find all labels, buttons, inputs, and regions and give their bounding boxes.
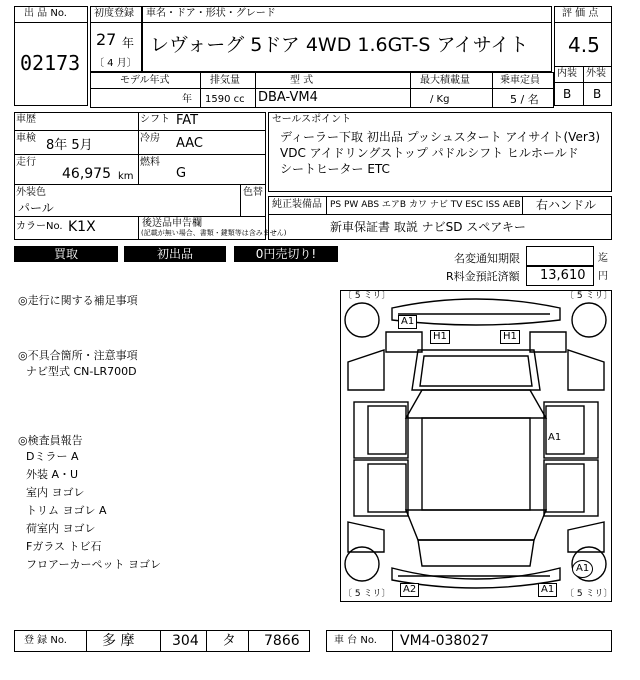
first-reg-year-unit: 年 bbox=[122, 36, 135, 50]
first-reg-label: 初度登録 bbox=[94, 8, 134, 19]
defect-1: ナビ型式 CN-LR700D bbox=[26, 365, 137, 378]
damage-mark: A1 bbox=[538, 583, 557, 597]
mileage-value: 46,975 bbox=[62, 166, 111, 182]
type-label: 型 式 bbox=[290, 75, 314, 86]
shift-value: FAT bbox=[176, 113, 199, 128]
sales-point-line3: シートヒーター ETC bbox=[280, 162, 390, 176]
tag-first-listing: 初出品 bbox=[124, 246, 226, 262]
displacement-value: 1590 cc bbox=[205, 94, 245, 105]
exterior-label: 外装 bbox=[586, 68, 606, 79]
tire-rear-right: 〔 5 ミリ〕 bbox=[565, 589, 613, 599]
car-outline bbox=[340, 290, 612, 602]
name-change-box bbox=[526, 246, 594, 266]
interior-label: 内装 bbox=[557, 68, 577, 79]
report-line: 荷室内 ヨゴレ bbox=[26, 522, 96, 535]
tag-zero-yen: 0円売切り! bbox=[234, 246, 338, 262]
damage-mark: A1 bbox=[572, 560, 593, 578]
model-year-label: モデル年式 bbox=[120, 75, 170, 86]
recycle-label: R料金預託済額 bbox=[446, 270, 520, 283]
displacement-label: 排気量 bbox=[210, 75, 240, 86]
first-reg-month: 〔 4 月〕 bbox=[94, 58, 137, 69]
damage-mark: H1 bbox=[430, 330, 450, 344]
reg-label: 登 録 No. bbox=[24, 635, 67, 646]
car-name: レヴォーグ 5ドア 4WD 1.6GT-S アイサイト bbox=[150, 34, 529, 56]
max-load-label: 最大積載量 bbox=[420, 75, 470, 86]
tire-rear-left: 〔 5 ミリ〕 bbox=[343, 589, 391, 599]
first-reg-year: 27 bbox=[96, 30, 117, 49]
ext-color-value: パール bbox=[18, 201, 54, 215]
sales-point-label: セールスポイント bbox=[272, 114, 352, 125]
equipment-extra: 新車保証書 取説 ナビSD スペアキー bbox=[330, 220, 526, 234]
driving-notes-title: ◎走行に関する補足事項 bbox=[18, 294, 138, 307]
aftermarket-label: 後送品申告欄 bbox=[142, 218, 202, 229]
tire-front-left: 〔 5 ミリ〕 bbox=[343, 291, 391, 301]
history-label: 車歴 bbox=[16, 114, 36, 125]
ac-label: 冷房 bbox=[140, 133, 160, 144]
name-change-label: 名変通知期限 bbox=[454, 252, 520, 265]
capacity-value: 5 / 名 bbox=[510, 93, 539, 106]
report-line: 外装 A・U bbox=[26, 468, 79, 481]
recycle-unit: 円 bbox=[598, 271, 608, 282]
exterior-grade: B bbox=[593, 87, 602, 101]
fuel-value: G bbox=[176, 166, 187, 181]
type-value: DBA-VM4 bbox=[258, 90, 318, 105]
mileage-unit: km bbox=[118, 171, 134, 182]
tag-buyout: 買取 bbox=[14, 246, 118, 262]
capacity-label: 乗車定員 bbox=[500, 75, 540, 86]
equipment-label: 純正装備品 bbox=[272, 199, 322, 210]
interior-grade: B bbox=[563, 87, 572, 101]
score-label: 評 価 点 bbox=[562, 8, 599, 19]
report-line: トリム ヨゴレ A bbox=[26, 504, 107, 517]
mileage-label: 走行 bbox=[16, 157, 36, 168]
tire-front-right: 〔 5 ミリ〕 bbox=[565, 291, 613, 301]
reg-kana: タ bbox=[222, 633, 236, 649]
chassis-number: VM4-038027 bbox=[400, 633, 490, 649]
equipment-items: PS PW ABS エアB カワ ナビ TV ESC ISS AEB bbox=[330, 200, 521, 210]
reg-number: 7866 bbox=[264, 633, 300, 649]
report-line: Dミラー A bbox=[26, 450, 79, 463]
fuel-label: 燃料 bbox=[140, 157, 160, 168]
steering-value: 右ハンドル bbox=[536, 198, 597, 212]
recycle-value: 13,610 bbox=[540, 268, 586, 283]
model-year-unit: 年 bbox=[182, 94, 192, 105]
damage-mark: A1 bbox=[398, 315, 417, 329]
reg-region: 多 摩 bbox=[102, 633, 135, 649]
sales-point-line1: ディーラー下取 初出品 プッシュスタート アイサイト(Ver3) bbox=[280, 130, 601, 144]
name-change-unit: 迄 bbox=[598, 253, 608, 264]
inspection-label: 車検 bbox=[16, 133, 36, 144]
ext-color-label: 外装色 bbox=[16, 187, 46, 198]
ac-value: AAC bbox=[176, 136, 203, 151]
lot-label: 出 品 No. bbox=[24, 8, 67, 19]
color-no-label: カラーNo. bbox=[16, 221, 63, 232]
aftermarket-note: (記載が無い場合、書類・鍵類等は含みません) bbox=[141, 229, 287, 237]
inspection-value: 8年 5月 bbox=[46, 138, 93, 153]
sales-point-line2: VDC アイドリングストップ パドルシフト ヒルホールド bbox=[280, 146, 579, 160]
repaint-label: 色替 bbox=[243, 187, 263, 198]
damage-mark: A2 bbox=[400, 583, 419, 597]
reg-class: 304 bbox=[172, 633, 199, 649]
shift-label: シフト bbox=[140, 114, 170, 125]
score-value: 4.5 bbox=[568, 33, 600, 57]
report-line: フロアーカーペット ヨゴレ bbox=[26, 558, 161, 571]
damage-mark: H1 bbox=[500, 330, 520, 344]
lot-number: 02173 bbox=[20, 51, 81, 75]
color-no-value: K1X bbox=[68, 219, 96, 235]
defects-title: ◎不具合箇所・注意事項 bbox=[18, 349, 138, 362]
report-line: 室内 ヨゴレ bbox=[26, 486, 85, 499]
car-name-label: 車名・ドア・形状・グレード bbox=[146, 8, 276, 19]
chassis-label: 車 台 No. bbox=[334, 635, 377, 646]
max-load-value: / Kg bbox=[430, 94, 450, 105]
inspector-title: ◎検査員報告 bbox=[18, 434, 83, 447]
report-line: Fガラス トビ石 bbox=[26, 540, 102, 553]
damage-mark: A1 bbox=[548, 432, 562, 443]
